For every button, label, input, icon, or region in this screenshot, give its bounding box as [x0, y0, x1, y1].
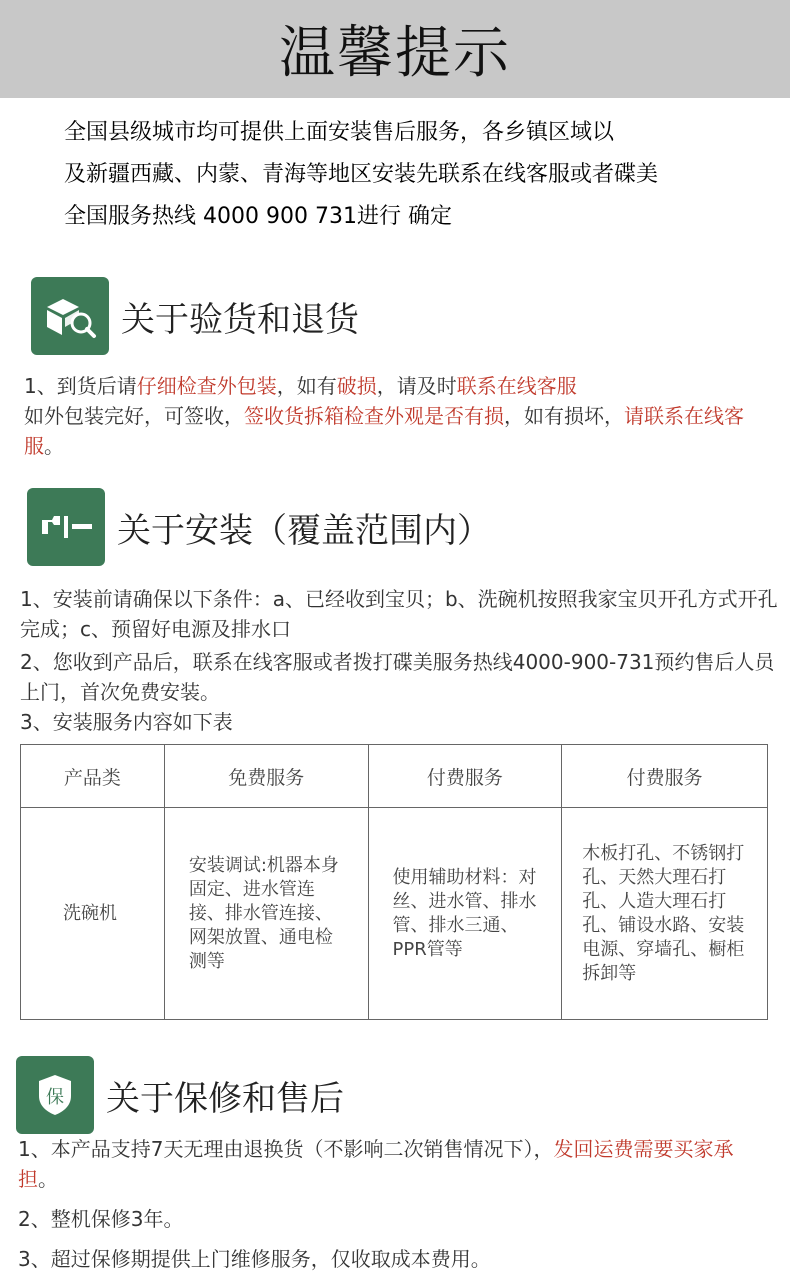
table-header: 免费服务	[164, 745, 368, 808]
service-table	[20, 744, 768, 1020]
inspection-line-2: 如外包装完好，可签收，签收货拆箱检查外观是否有损，如有损坏，请联系在线客服。	[24, 404, 744, 458]
install-text	[20, 584, 780, 737]
table-cell: 木板打孔、不锈钢打孔、天然大理石打孔、人造大理石打孔、铺设水路、安装电源、穿墙孔、橱柜拆卸等	[562, 808, 768, 1020]
inspection-text	[24, 371, 779, 461]
table-header: 产品类	[21, 745, 165, 808]
warranty-line-1: 1、本产品支持7天无理由退换货（不影响二次销售情况下），发回运费需要买家承担。	[18, 1137, 734, 1191]
warranty-section-header	[16, 1056, 344, 1134]
header-banner	[0, 0, 790, 98]
table-header: 付费服务	[562, 745, 768, 808]
table-cell: 安装调试:机器本身固定、进水管连接、排水管连接、网架放置、通电检测等	[164, 808, 368, 1020]
notice-line: 全国县级城市均可提供上面安装售后服务，各乡镇区域以	[64, 120, 615, 145]
table-header-row	[21, 745, 768, 808]
warranty-text	[18, 1134, 758, 1274]
section-title: 关于安装（覆盖范围内）	[117, 510, 491, 551]
page-title: 温馨提示	[279, 21, 511, 86]
table-header: 付费服务	[368, 745, 562, 808]
table-cell: 使用辅助材料：对丝、进水管、排水管、排水三通、PPR管等	[368, 808, 562, 1020]
wrench-icon	[27, 488, 105, 566]
shield-icon	[16, 1056, 94, 1134]
install-paragraph: 1、安装前请确保以下条件：a、已经收到宝贝；b、洗碗机按照我家宝贝开孔方式开孔完成；c、预留好电源及排水口	[20, 587, 778, 641]
notice-line: 全国服务热线 4000 900 731进行 确定	[64, 204, 452, 229]
table-row	[21, 808, 768, 1020]
notice-block	[64, 112, 764, 238]
install-paragraph: 2、您收到产品后，联系在线客服或者拨打碟美服务热线4000-900-731预约售后人员上门，首次免费安装。	[20, 650, 775, 704]
warranty-line-3: 3、超过保修期提供上门维修服务，仅收取成本费用。	[18, 1247, 491, 1271]
notice-line: 及新疆西藏、内蒙、青海等地区安装先联系在线客服或者碟美	[64, 162, 659, 187]
install-paragraph: 3、安装服务内容如下表	[20, 710, 233, 734]
warranty-line-2: 2、整机保修3年。	[18, 1207, 184, 1231]
section-title: 关于保修和售后	[106, 1078, 344, 1119]
box-inspect-icon	[31, 277, 109, 355]
inspection-line-1: 1、到货后请仔细检查外包装，如有破损，请及时联系在线客服	[24, 374, 577, 398]
svg-text:保: 保	[46, 1087, 64, 1108]
install-section-header	[27, 488, 491, 566]
inspection-section-header	[31, 277, 359, 355]
table-cell: 洗碗机	[21, 808, 165, 1020]
section-title: 关于验货和退货	[121, 299, 359, 340]
